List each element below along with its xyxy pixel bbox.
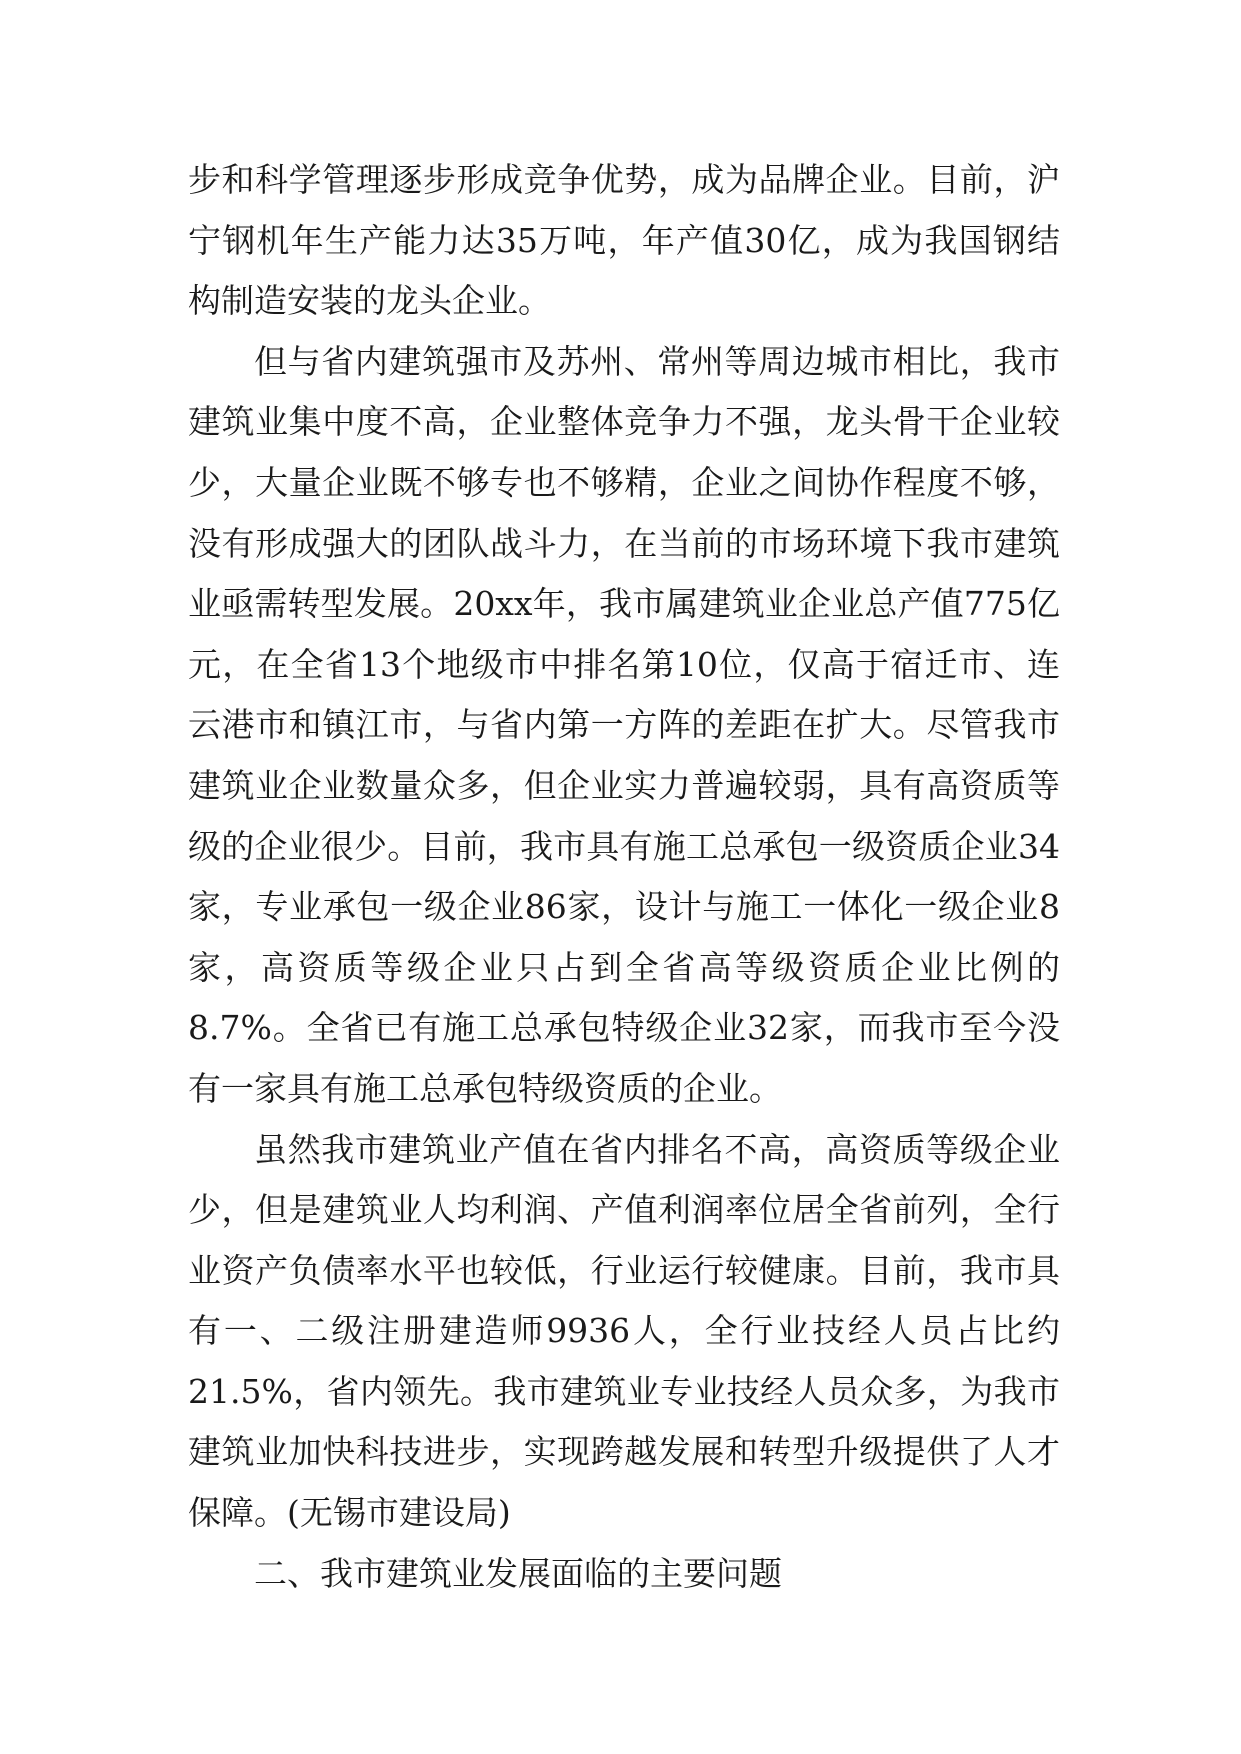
text-line: 没有形成强大的团队战斗力，在当前的市场环境下我市建筑	[188, 523, 1060, 563]
text-line: 21.5%，省内领先。我市建筑业专业技经人员众多，为我市	[188, 1371, 1060, 1411]
text-line: 建筑业加快科技进步，实现跨越发展和转型升级提供了人才	[188, 1432, 1060, 1472]
text-line: 步和科学管理逐步形成竞争优势，成为品牌企业。目前，沪	[188, 160, 1060, 199]
text-line: 业资产负债率水平也较低，行业运行较健康。目前，我市具	[188, 1250, 1060, 1290]
text-line: 构制造安装的龙头企业。	[188, 281, 551, 321]
paragraph-2	[188, 332, 1060, 1120]
text-line: 少，但是建筑业人均利润、产值利润率位居全省前列，全行	[188, 1190, 1060, 1230]
text-line: 建筑业企业数量众多，但企业实力普遍较弱，具有高资质等	[188, 765, 1060, 805]
document-body	[188, 150, 1060, 1604]
text-line: 家，高资质等级企业只占到全省高等级资质企业比例的	[188, 947, 1060, 987]
text-line: 业亟需转型发展。20xx年，我市属建筑业企业总产值775亿	[188, 584, 1060, 624]
text-line: 保障。(无锡市建设局)	[188, 1493, 511, 1533]
text-line: 虽然我市建筑业产值在省内排名不高，高资质等级企业	[254, 1129, 1060, 1169]
text-line: 宁钢机年生产能力达35万吨，年产值30亿，成为我国钢结	[188, 220, 1060, 260]
text-line: 家，专业承包一级企业86家，设计与施工一体化一级企业8	[188, 887, 1060, 927]
paragraph-3	[188, 1120, 1060, 1544]
text-line: 有一、二级注册建造师9936人，全行业技经人员占比约	[188, 1311, 1060, 1351]
text-line: 有一家具有施工总承包特级资质的企业。	[188, 1068, 782, 1108]
text-line: 建筑业集中度不高，企业整体竞争力不强，龙头骨干企业较	[188, 402, 1060, 442]
text-line: 级的企业很少。目前，我市具有施工总承包一级资质企业34	[188, 826, 1060, 866]
section-heading: 二、我市建筑业发展面临的主要问题	[254, 1553, 782, 1593]
text-line: 云港市和镇江市，与省内第一方阵的差距在扩大。尽管我市	[188, 705, 1060, 745]
text-line: 少，大量企业既不够专也不够精，企业之间协作程度不够，	[188, 462, 1060, 502]
text-line: 但与省内建筑强市及苏州、常州等周边城市相比，我市	[254, 341, 1060, 381]
text-line: 8.7%。全省已有施工总承包特级企业32家，而我市至今没	[188, 1008, 1060, 1048]
text-line: 元，在全省13个地级市中排名第10位，仅高于宿迁市、连	[188, 644, 1060, 684]
paragraph-1	[188, 150, 1060, 332]
